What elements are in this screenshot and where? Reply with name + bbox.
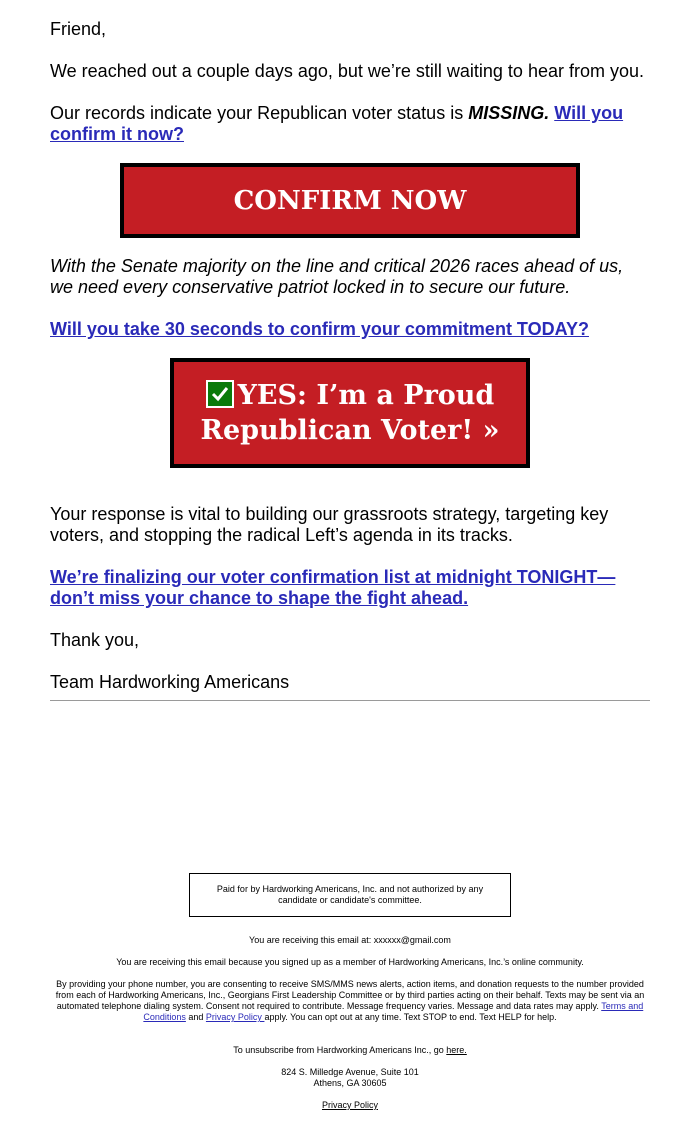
yes-button-line1: YES: I’m a Proud: [206, 378, 495, 413]
yes-proud-voter-button[interactable]: [170, 358, 530, 468]
signed-up-text: You are receiving this email because you signed up as a member of Hardworking Americans, Inc.’s online community.: [116, 957, 584, 967]
paragraph-status: [50, 103, 650, 145]
confirm-link[interactable]: Will you confirm it now?: [50, 103, 624, 144]
privacy-link-inline[interactable]: Privacy Policy: [205, 1012, 265, 1022]
signature: Team Hardworking Americans: [50, 672, 290, 692]
status-text: Our records indicate your Republican voter status is: [50, 103, 469, 123]
privacy-policy-footer: [50, 1100, 650, 1111]
deadline-link[interactable]: We’re finalizing our voter confirmation list at midnight TONIGHT—don’t miss your chance to shape the fight ahead.: [50, 567, 616, 608]
sms-consent-text: By providing your phone number, you are consenting to receive SMS/MMS news alerts, action items, and donation requests to the number provided from each of Hardworking Americans, Inc., Georgians First Leadership Committee or by third parties acting on their behalf. Texts may be sent via an automated telephone dialing system. Consent not required to contribute. Message frequency varies. Message and data rates may apply. Terms and Conditions and Privacy Policy apply. You can opt out at any time. Text STOP to end. Text HELP for help.: [55, 979, 645, 1022]
commitment-link[interactable]: Will you take 30 seconds to confirm your commitment TODAY?: [50, 319, 589, 339]
closing: Thank you,: [50, 630, 140, 650]
unsubscribe-link[interactable]: here.: [446, 1045, 467, 1055]
receiving-email-text: You are receiving this email at: xxxxxx@gmail.com: [249, 935, 451, 945]
paragraph-followup: We reached out a couple days ago, but we’re still waiting to hear from you.: [50, 61, 644, 81]
divider: [50, 700, 650, 701]
yes-button-line2: Republican Voter! »: [200, 415, 500, 446]
address-line2: Athens, GA 30605: [313, 1078, 387, 1088]
paragraph-commitment: [50, 319, 650, 340]
checkmark-icon: [206, 380, 234, 408]
unsubscribe-text: To unsubscribe from Hardworking Americans Inc., go here.: [233, 1045, 467, 1055]
privacy-policy-link[interactable]: Privacy Policy: [321, 1100, 378, 1110]
address-line1: 824 S. Milledge Avenue, Suite 101: [281, 1067, 419, 1077]
status-missing: MISSING.: [468, 103, 550, 123]
terms-link[interactable]: Terms and Conditions: [143, 1001, 644, 1022]
paragraph-response: Your response is vital to building our grassroots strategy, targeting key voters, and stopping the radical Left’s agenda in its tracks.: [50, 504, 609, 545]
paragraph-senate: With the Senate majority on the line and critical 2026 races ahead of us, we need every conservative patriot locked in to secure our future.: [50, 256, 624, 297]
confirm-now-button[interactable]: CONFIRM NOW: [120, 163, 580, 238]
paid-for-disclaimer: Paid for by Hardworking Americans, Inc. and not authorized by any candidate or candidate's committee.: [189, 873, 511, 917]
paragraph-deadline: [50, 567, 650, 609]
greeting: Friend,: [50, 19, 107, 39]
